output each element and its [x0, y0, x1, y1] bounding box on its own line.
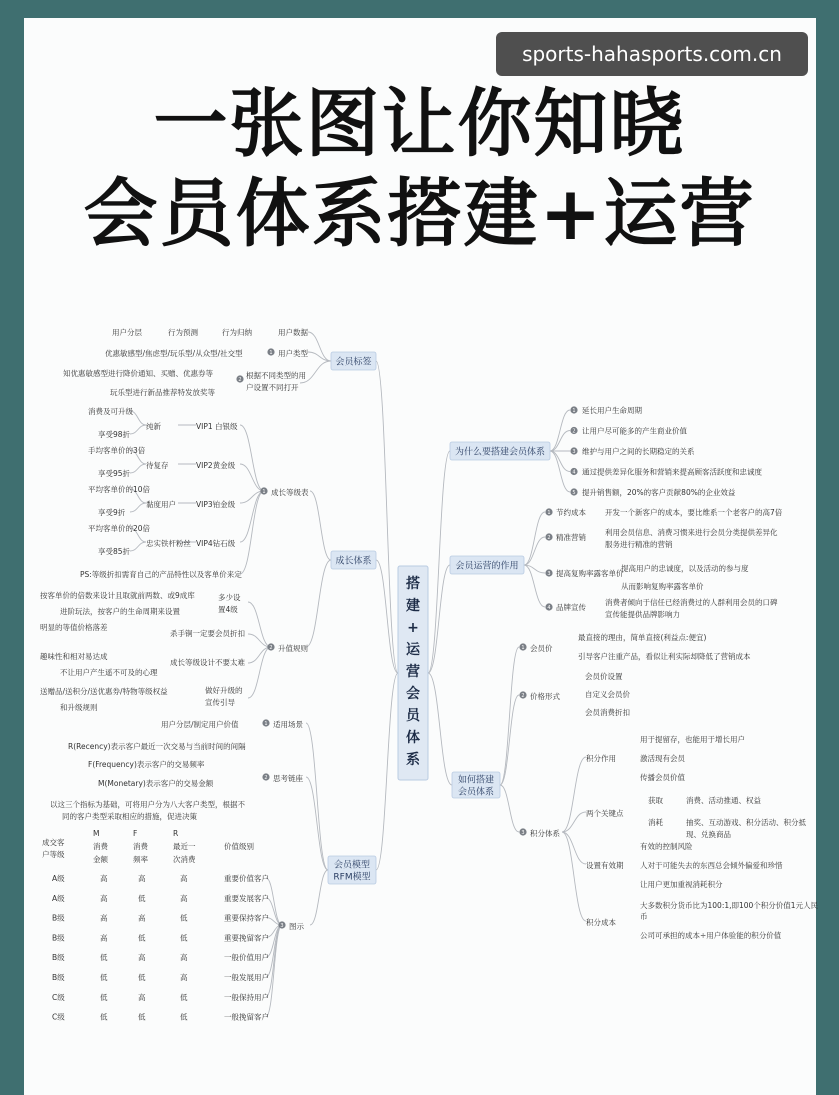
role-key: 节约成本 [556, 508, 586, 517]
tag-leaf: 优惠敏感型/焦虑型/玩乐型/从众型/社交型 [105, 349, 243, 358]
connector-line [500, 695, 519, 785]
rfm-header: 消费 [93, 842, 108, 851]
tag-leaf: 户设置不同打开 [246, 383, 299, 392]
role-value: 利用会员信息、消费习惯来进行会员分类提供差异化 [605, 528, 778, 537]
hub-how-label: 会员体系 [457, 787, 495, 798]
rfm-header: 价值级别 [224, 842, 254, 851]
connector-line [500, 785, 519, 832]
growth-cond: 享受95折 [98, 469, 131, 478]
rfm-cell: 低 [180, 933, 188, 943]
connector-line [306, 560, 331, 647]
role-value: 开发一个新客户的成本，要比维系一个老客户的高7倍 [605, 508, 783, 517]
connector-line [306, 723, 328, 870]
upgrade-label: 升值规则 [278, 644, 308, 653]
rfm-cell: 低 [138, 973, 146, 982]
upgrade-rule: 做好升级的 [205, 686, 243, 695]
poster-title-line2: 会员体系搭建+运营 [83, 171, 756, 257]
rfm-cell: A级 [52, 874, 65, 883]
why-item: 提升销售额，20%的客户贡献80%的企业效益 [582, 488, 736, 497]
rfm-cell: A级 [52, 893, 65, 903]
rfm-logic-label: 思考链座 [273, 774, 303, 783]
rfm-cell: 高 [138, 874, 146, 883]
connector-line [562, 832, 586, 864]
growth-cond: 消费及可升级 [88, 407, 133, 416]
connector-line [130, 425, 146, 434]
connector-line [130, 464, 146, 473]
growth-level: VIP1 白银级 [196, 422, 238, 431]
rfm-logic-item: F(Frequency)表示客户的交易频率 [88, 760, 205, 769]
connector-line [524, 537, 545, 565]
connector-line [550, 431, 570, 452]
rfm-header: 成交客 [42, 838, 65, 847]
points-group: 设置有效期 [586, 861, 624, 870]
points-value: 传播会员价值 [640, 773, 685, 782]
rfm-cell: B级 [52, 933, 65, 943]
growth-level: VIP2黄金级 [196, 461, 236, 470]
how-value: 会员价设置 [585, 672, 623, 681]
center-char: 运 [406, 642, 420, 658]
points-value: 公司可承担的成本÷用户体验能的积分价值 [640, 931, 782, 940]
why-item: 通过提供差异化服务和营销来提高顾客活跃度和忠诚度 [582, 467, 762, 477]
bullet-number: 2 [547, 534, 551, 541]
rfm-cell: 低 [138, 1012, 146, 1022]
bullet-number: 1 [264, 720, 268, 727]
role-key: 精准营销 [556, 533, 586, 542]
rfm-cell: 高 [138, 913, 146, 923]
connector-line [376, 673, 398, 870]
upgrade-detail: 明显的等值价格落差 [40, 623, 108, 632]
why-item: 维护与用户之间的长期稳定的关系 [582, 447, 695, 456]
bullet-number: 4 [572, 469, 576, 476]
tag-leaf: 用户类型 [278, 349, 308, 358]
points-group: 两个关键点 [586, 809, 624, 818]
points-value: 币 [640, 912, 648, 921]
bullet-number: 1 [572, 407, 576, 414]
rfm-cell: C级 [52, 992, 65, 1002]
bullet-number: 1 [269, 349, 273, 356]
connector-line [562, 757, 586, 832]
connector-line [550, 451, 570, 472]
how-value: 会员消费折扣 [585, 708, 630, 717]
rfm-header: 金额 [93, 855, 108, 864]
bullet-number: 4 [547, 604, 551, 611]
tag-leaf: 玩乐型进行新品推荐特发放奖等 [110, 388, 215, 397]
rfm-cell: 高 [100, 933, 108, 943]
rfm-cell: 重要价值客户 [224, 874, 269, 883]
rfm-cell: 高 [100, 893, 108, 903]
bullet-number: 3 [547, 570, 551, 577]
growth-cond: 享受9折 [98, 508, 126, 517]
points-group: 积分作用 [586, 754, 616, 763]
growth-type: 纯新 [146, 422, 161, 431]
rfm-header: 消费 [133, 842, 148, 851]
points-value: 人对于可能失去的东西总会倾外偏爱和珍惜 [640, 861, 783, 870]
rfm-header: 次消费 [173, 855, 196, 864]
growth-cond: 享受98折 [98, 430, 131, 439]
bullet-number: 3 [280, 922, 284, 929]
growth-level: VIP4钻石级 [196, 539, 236, 548]
bullet-number: 1 [262, 488, 266, 495]
connector-line [130, 503, 146, 512]
connector-line [428, 451, 450, 673]
rfm-header: R [173, 829, 179, 838]
how-value: 引导客户注重产品，看似让利实际却降低了营销成本 [578, 652, 751, 661]
rfm-cell: 低 [180, 913, 188, 923]
role-key: 提高复购率露客单价 [556, 569, 624, 578]
bullet-number: 2 [269, 644, 273, 651]
growth-type: 黏度用户 [146, 500, 176, 509]
connector-line [428, 565, 450, 673]
upgrade-rule: 宣传引导 [205, 698, 235, 707]
rfm-note: 以这三个指标为基础，可将用户分为八大客户类型，根据不 [50, 800, 245, 809]
rfm-cell: B级 [52, 913, 65, 923]
rfm-cell: B级 [52, 973, 65, 982]
connector-line [376, 560, 398, 673]
tag-leaf: 用户分层 [112, 328, 142, 337]
connector-line [240, 464, 264, 491]
center-char: 会 [406, 686, 420, 702]
points-value: 大多数积分货币比为100:1,即100个积分价值1元人民 [640, 901, 819, 910]
center-char: 建 [406, 598, 420, 614]
how-value: 最直接的理由，简单直接(利益点:便宜) [578, 633, 707, 642]
growth-type: 待复存 [146, 461, 169, 470]
connector-line [130, 542, 146, 551]
role-key: 品牌宣传 [556, 603, 586, 612]
upgrade-detail: 送赠品/送积分/送优惠券/特物等级权益 [40, 687, 168, 696]
why-item: 让用户尽可能多的产生商业价值 [582, 426, 687, 436]
bullet-number: 2 [572, 428, 576, 435]
connector-line [524, 565, 545, 607]
bullet-number: 1 [521, 644, 525, 651]
points-value: 激活现有会员 [640, 754, 685, 763]
connector-line [240, 488, 266, 574]
connector-line [550, 410, 570, 451]
tag-leaf: 行为预测 [168, 328, 198, 337]
rfm-header: 户等级 [42, 850, 65, 859]
rfm-cell: 低 [100, 953, 108, 963]
mindmap-nodes [40, 327, 819, 1022]
points-value: 获取 [648, 796, 663, 805]
bullet-number: 5 [572, 489, 576, 496]
bullet-number: 2 [264, 774, 268, 781]
how-key: 价格形式 [530, 692, 560, 701]
rfm-cell: 高 [138, 953, 146, 963]
role-value: 消费者倾向于信任已经消费过的人群利用会员的口碑 [605, 598, 778, 607]
rfm-cell: 一般挽留客户 [224, 1012, 269, 1022]
rfm-cell: 高 [180, 953, 188, 963]
growth-cond: 享受85折 [98, 547, 131, 556]
tag-leaf: 用户数据 [278, 328, 308, 337]
rfm-cell: 重要保持客户 [224, 913, 269, 923]
bullet-number: 1 [547, 509, 551, 516]
rfm-cell: 低 [100, 1012, 108, 1022]
center-char: + [407, 620, 419, 636]
hub-growth-label: 成长体系 [335, 556, 372, 567]
upgrade-detail: 进阶玩法，按客户的生命周期来设置 [60, 607, 180, 616]
rfm-cell: 高 [180, 893, 188, 903]
upgrade-rule: 杀手锏一定要会员折扣 [170, 629, 245, 638]
rfm-logic-item: M(Monetary)表示客户的交易金额 [98, 779, 214, 788]
points-value: 抽奖、互动游戏、积分活动、积分抵 [686, 818, 806, 827]
rfm-cell: B级 [52, 953, 65, 963]
rfm-cell: 高 [100, 913, 108, 923]
center-char: 营 [406, 664, 420, 680]
points-value: 现、兑换商品 [686, 830, 731, 839]
rfm-cell: 低 [100, 973, 108, 982]
points-value: 消耗 [648, 818, 663, 827]
rfm-header: F [133, 829, 138, 838]
connector-line [240, 425, 264, 491]
upgrade-rule: 置4级 [218, 605, 238, 614]
role-value: 服务进行精准的营销 [605, 540, 673, 549]
why-item: 延长用户生命周期 [582, 406, 642, 415]
rfm-cell: 高 [138, 992, 146, 1002]
rfm-cell: 一般发展用户 [224, 973, 269, 982]
upgrade-detail: 趣味性和相对易达成 [40, 652, 108, 661]
upgrade-detail: 不让用户产生遥不可及的心理 [60, 668, 158, 677]
growth-ps: PS:等级折扣需育自己的产品特性以及客单价来定 [80, 570, 242, 579]
how-value: 自定义会员价 [585, 690, 630, 699]
bullet-number: 2 [521, 692, 525, 699]
points-value: 用于提留存，也能用于增长用户 [640, 735, 745, 744]
center-char: 系 [406, 752, 420, 768]
tag-leaf: 行为归纳 [222, 328, 252, 337]
points-value: 有效的控制风险 [640, 842, 693, 851]
role-value: 宣传能提供品牌影响力 [605, 610, 680, 619]
connector-line [310, 491, 331, 560]
mindmap-connectors [130, 332, 586, 1017]
hub-tags-label: 会员标签 [335, 357, 372, 368]
hub-rfm-label: 会员模型 [333, 860, 371, 871]
rfm-scene-item: 用户分层/制定用户价值 [161, 720, 239, 729]
rfm-header: 最近一 [173, 842, 196, 851]
rfm-cell: 低 [100, 992, 108, 1002]
center-char: 员 [406, 708, 420, 724]
how-key: 会员价 [530, 644, 553, 653]
connector-line [310, 870, 328, 925]
connector-line [500, 647, 519, 785]
rfm-cell: 重要挽留客户 [224, 933, 269, 943]
role-value: 从而影响复购率露客单价 [621, 582, 704, 591]
connector-line [376, 361, 398, 673]
points-value: 消费、活动推通、权益 [686, 796, 761, 805]
rfm-cell: C级 [52, 1012, 65, 1022]
connector-line [562, 832, 586, 921]
poster-title-line1: 一张图让你知晓 [153, 81, 686, 167]
points-value: 让用户更加重视消耗积分 [640, 880, 723, 889]
tag-leaf: 知优惠敏感型进行降价通知、买赠、优惠券等 [63, 369, 213, 378]
bullet-number: 3 [572, 448, 576, 455]
rfm-cell: 低 [180, 1012, 188, 1022]
connector-line [550, 451, 570, 492]
growth-cond: 手均客单价的3倍 [88, 446, 146, 455]
rfm-cell: 一般保持用户 [224, 992, 269, 1002]
upgrade-detail: 按客单价的倍数来设计且取就前两数、或9成库 [40, 591, 195, 600]
hub-how-label: 如何搭建 [457, 775, 495, 786]
hub-rfm-label: RFM模型 [333, 872, 371, 883]
rfm-scene-label: 适用场景 [273, 720, 303, 729]
watermark: sports-hahasports.com.cn [496, 32, 808, 76]
how-key: 积分体系 [530, 829, 560, 838]
rfm-cell: 高 [180, 973, 188, 982]
rfm-cell: 一般价值用户 [224, 953, 269, 963]
rfm-logic-item: R(Recency)表示客户最近一次交易与当前时间的间隔 [68, 742, 246, 751]
rfm-note: 同的客户类型采取相应的措施，促进决策 [62, 812, 197, 821]
rfm-header: 频率 [133, 855, 148, 864]
rfm-cell: 高 [180, 874, 188, 883]
growth-cond: 平均客单价的20倍 [88, 524, 151, 533]
bullet-number: 3 [521, 829, 525, 836]
rfm-cell: 低 [138, 893, 146, 903]
rfm-cell: 低 [180, 992, 188, 1002]
growth-sub: 成长等级表 [271, 488, 309, 497]
growth-cond: 平均客单价的10倍 [88, 485, 151, 494]
hub-why-label: 为什么要搭建会员体系 [454, 447, 546, 458]
growth-type: 忠实铁杆粉丝 [146, 539, 191, 548]
rfm-cell: 重要发展客户 [224, 893, 269, 903]
center-char: 搭 [406, 576, 420, 592]
tag-leaf: 根据不同类型的用 [246, 371, 306, 380]
center-char: 体 [406, 730, 420, 746]
rfm-cell: 低 [138, 933, 146, 943]
points-group: 积分成本 [586, 918, 616, 927]
hub-role-label: 会员运营的作用 [455, 561, 519, 572]
rfm-table-label: 图示 [289, 922, 304, 931]
growth-level: VIP3铂金级 [196, 500, 236, 509]
upgrade-rule: 多少设 [218, 593, 241, 602]
connector-line [428, 673, 452, 785]
role-value: 提高用户的忠诚度，以及活动的参与度 [621, 564, 749, 573]
rfm-header: M [93, 829, 100, 838]
upgrade-rule: 成长等级设计不要太难 [170, 658, 245, 667]
rfm-cell: 高 [100, 874, 108, 883]
bullet-number: 2 [238, 376, 242, 383]
upgrade-detail: 和升级规则 [60, 703, 98, 712]
